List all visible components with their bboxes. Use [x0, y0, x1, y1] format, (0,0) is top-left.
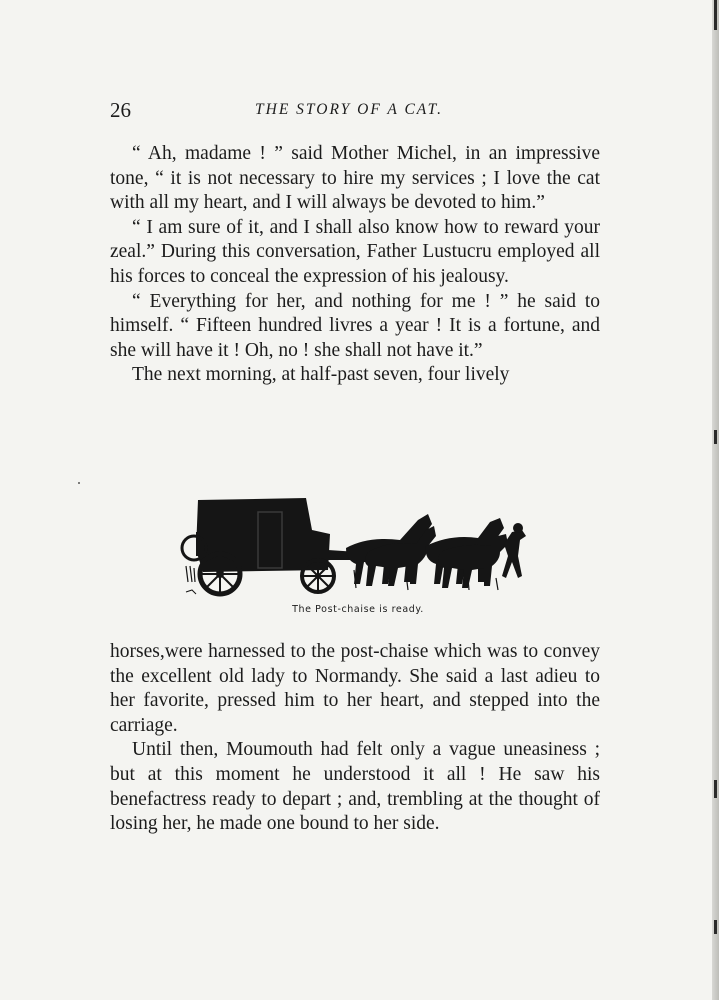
post-chaise-illustration [178, 490, 538, 600]
edge-mark [714, 780, 717, 798]
paragraph: Until then, Moumouth had felt only a vague uneasiness ; but at this moment he understood it all ! He saw his benefactress ready to depart ; and, trembling at the thought of losing her, he made one bound to her side. [110, 739, 600, 835]
running-title: THE STORY OF A CAT. [255, 101, 444, 118]
illustration-caption: The Post-chaise is ready. [292, 604, 424, 615]
paragraph: “ I am sure of it, and I shall also know how to reward your zeal.” During this conversation, Father Lustucru employed all his forces to conceal the expression of his jealousy. [110, 216, 600, 287]
page-edge [712, 0, 719, 1000]
paper-speck [78, 482, 80, 484]
paragraph: The next morning, at half-past seven, four lively [132, 364, 510, 386]
running-head [110, 98, 600, 124]
body-text-top [110, 142, 600, 388]
paragraph: “ Everything for her, and nothing for me ! ” he said to himself. “ Fifteen hundred livres a year ! It is a fortune, and she will have it ! Oh, no ! she shall not have it.” [110, 290, 600, 361]
paragraph: horses,were harnessed to the post-chaise which was to convey the excellent old lady to Normandy. She said a last adieu to her favorite, pressed him to her heart, and stepped into the carriage. [110, 641, 600, 736]
body-text-bottom [110, 640, 600, 837]
edge-mark [714, 920, 717, 934]
page-number: 26 [110, 98, 131, 122]
paragraph: “ Ah, madame ! ” said Mother Michel, in an impressive tone, “ it is not necessary to hire my services ; I love the cat with all my heart, and I will always be devoted to him.” [110, 143, 600, 214]
edge-mark [714, 430, 717, 444]
edge-mark [714, 0, 717, 30]
